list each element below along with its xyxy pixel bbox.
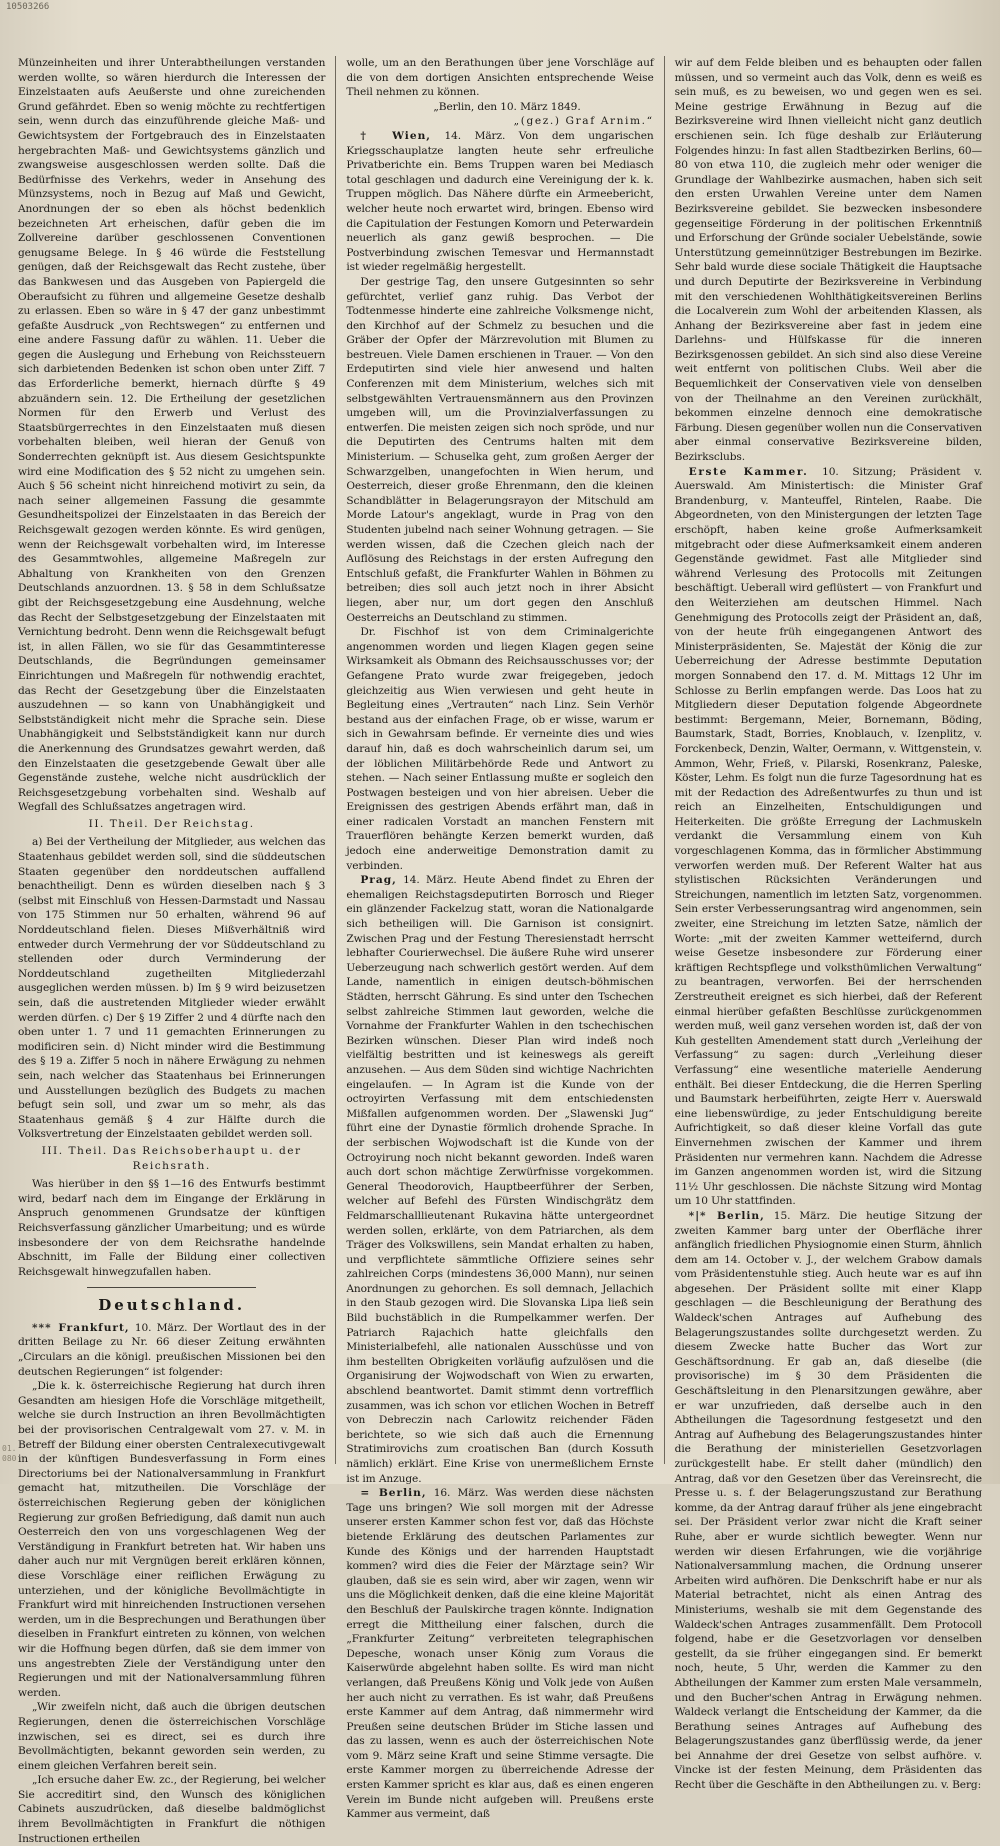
heading-erste-kammer: Erste Kammer. <box>688 465 809 478</box>
wien-text: 14. März. Von dem ungarischen Kriegsschauplatze langten heute sehr erfreuliche Privatberichte ein. Bems Truppen waren bei Mediasch total geschlagen und dadurch eine Vereinigung der k. k. Truppen möglich. Das Nähere dürfte ein Armeebericht, welcher heute noch erwartet wird, bringen. Ebenso wird die Capitulation der Festungen Komorn und Peterwardein neuerlich als ganz gewiß besprochen. — Die Postverbindung zwischen Temesvar und Hermannstadt ist wieder regelmäßig hergestellt. <box>346 129 654 274</box>
dateline-frankfurt: *** Frankfurt, <box>32 1321 130 1334</box>
dateline-prag: Prag, <box>360 874 397 887</box>
col1-subhead-reichstag: II. Theil. Der Reichstag. <box>88 817 255 830</box>
column-3 <box>664 56 992 1792</box>
berlin2-article <box>675 1209 982 1793</box>
margin-marks <box>2 1444 16 1464</box>
col1-paragraph-2: a) Bei der Vertheilung der Mitglieder, aus welchen das Staatenhaus gebildet werden soll, sind die süddeutschen Staaten gegenüber den norddeutschen auffallend benachtheiligt. Denn es würden dieselben nach § 3 (selbst mit Einschluß von Hessen-Darmstadt und Nassau von 175 Stimmen nur 50 erhalten, während 96 auf Norddeutschland fielen. Dieses Mißverhältniß wird entweder durch Vermehrung der vor Süddeutschland zu stellenden oder durch Verminderung der Norddeutschland zugetheilten Mitgliederzahl ausgeglichen werden müssen. b) Im § 9 wird beizusetzen sein, daß die austretenden Mitglieder wieder erwählt werden dürfen. c) Der § 19 Ziffer 2 und 4 dürfte nach den oben unter 1. 7 und 11 gemachten Erinnerungen zu modificiren sein. d) Nicht minder wird die Bestimmung des § 19 a. Ziffer 5 noch in nähere Erwägung zu nehmen sein, nach welcher das Staatenhaus bei Erinnerungen und Ausstellungen bezüglich des Budgets zu machen befugt sein soll, und zwar um so mehr, als das Staatenhaus gemäß § 4 zur Hälfte durch die Volksvertretung der Einzelstaaten gebildet werden soll. <box>18 836 326 1141</box>
letter-signature: „(gez.) Graf Arnim.“ <box>513 115 654 128</box>
frankfurt-quote-3: „Ich ersuche daher Ew. zc., der Regierung, bei welcher Sie accreditirt sind, den Wunsch des königlichen Cabinets auszudrücken, daß dieselbe baldmöglichst ihrem Bevollmächtigten in Frankfurt die nöthigen Instructionen ertheilen <box>18 1774 326 1845</box>
erste-kammer-text: 10. Sitzung; Präsident v. Auerswald. Am Ministertisch: die Minister Graf Brandenburg, v. Manteuffel, Rintelen, Raabe. Die Abgeordneten, von den Ministergungen der letzten Tage erschöpft, haben keine große Aufmerksamkeit mitgebracht oder diese Aufmerksamkeit einem anderen Gegenstände gewidmet. Fast alle Mitglieder sind während Verlesung des Protocolls mit Zeitungen beschäftigt. Ueberall wird geflüstert — von Frankfurt und den Weiterziehen am deutschen Himmel. Nach Genehmigung des Protocolls zeigt der Präsident an, daß, von der heute früh eingegangenen Antwort des Ministerpräsidenten, Se. Majestät der König die zur Ueberreichung der Adresse bestimmte Deputation morgen Sonnabend den 17. d. M. Mittags 12 Uhr im Schlosse zu Berlin empfangen werde. Das Loos hat zu Mitgliedern dieser Deputation folgende Abgeordnete bestimmt: Bergemann, Meier, Bornemann, Böding, Baumstark, Stadt, Borries, Knoblauch, v. Izenplitz, v. Forckenbeck, Denzin, Walter, Oermann, v. Wittgenstein, v. Ammon, Wehr, Frieß, v. Pilarski, Rosenkranz, Paleske, Köster, Lehm. Es folgt nun die furze Tagesordnung hat es mit der Redaction des Adreßentwurfes zu thun und ist reich an Einzelheiten, Entschuldigungen und Heiterkeiten. Die größte Erregung der Lachmuskeln verdankt die Versammlung einem von Kuh vorgeschlagenen Komma, das in förmlicher Abstimmung verworfen werden muß. Der Referent Walter hat aus stylistischen Rücksichten Veränderungen und Streichungen, namentlich im letzten Satz, vorgenommen. Sein erster Verbesserungsantrag wird angenommen, sein zweiter, eine Streichung im letzten Satze, nämlich der Worte: „mit der zweiten Kammer wetteifernd, durch weise Gesetze insbesondere zur Förderung einer kräftigen Rechtspflege und volksthümlichen Verwaltung“ zu beantragen, verworfen. Bei der herrschenden Zerstreutheit ereignet es sich hierbei, daß der Referent einmal hierüber gefaßten Beschlüsse zurückgenommen werden muß, weil ganz versehen worden ist, daß der von Kuh gestellten Amendement statt durch „Verleihung der Verfassung“ zu sagen: durch „Verleihung dieser Verfassung“ eine wesentliche materielle Aenderung enthält. Bei dieser Entdeckung, die die Herren Sperling und Baumstark herbeiführten, zeigte Herr v. Auerswald eine liebenswürdige, zu jeder Entschuldigung bereite Aufrichtigkeit, so daß dieser kleine Vorfall das gute Einvernehmen zwischen der Kammer und ihrem Präsidenten nur vermehren kann. Nachdem die Adresse im Ganzen angenommen worden ist, wird die Sitzung 11½ Uhr geschlossen. Die nächste Sitzung wird Montag um 10 Uhr stattfinden. <box>674 465 982 1208</box>
frankfurt-quote-1: „Die k. k. österreichische Regierung hat durch ihren Gesandten am hiesigen Hofe die Vorschläge mitgetheilt, welche sie durch Instruction an ihren Bevollmächtigten bei der provisorischen Centralgewalt vom 27. v. M. in Betreff der Bildung einer obersten Centralexecutivgewalt in der künftigen Bundesverfassung in Form eines Directoriums bei der Nationalversammlung in Frankfurt gemacht hat, mitzutheilen. Die Vorschläge der österreichischen Regierung geben der königlichen Regierung zur großen Befriedigung, daß damit nun auch Oesterreich den von uns vorgeschlagenen Weg der Verständigung in Frankfurt betreten hat. Wir haben uns daher auch nur mit Vergnügen bereit erklären können, diese Vorschläge einer reiflichen Erwägung zu unterziehen, und der königliche Bevollmächtigte in Frankfurt wird mit hinreichenden Instructionen versehen werden, um in die Besprechungen und Berathungen über dieselben in Frankfurt eintreten zu können, von welchen wir die Hoffnung begen dürfen, daß sie dem immer von uns angestrebten Ziele der Verständigung unter den Regierungen und mit der Nationalversammlung führen werden. <box>18 1380 326 1699</box>
divider <box>87 1287 256 1288</box>
margin-mark-1: 01. <box>2 1444 17 1453</box>
dateline-berlin: = Berlin, <box>360 1487 427 1500</box>
margin-mark-2: 080 <box>2 1454 17 1463</box>
berlin2-text: 15. März. Die heutige Sitzung der zweiten Kammer barg unter der Oberfläche ihrer anfänglich friedlichen Physiognomie einen Sturm, ähnlich dem am 14. October v. J., der welchem Grabow damals vom Präsidentenstuhle stieg. Auch heute war es auf ihn abgesehen. Der Präsident sollte mit einer Klapp geschlagen — die Beschleunigung der Berathung des Waldeck'schen Antrages auf Aufhebung des Belagerungszustandes sollte durchgesetzt werden. Zu diesem Zwecke hatte Bucher das Wort zur Geschäftsordnung. Er gab an, daß dieselbe (die provisorische) im § 30 dem Präsidenten die Geschäftsleitung in den Plenarsitzungen gewähre, aber er war unzufrieden, daß derselbe auch in den Abtheilungen die Tagesordnung festgesetzt und den Antrag auf Aufhebung des Belagerungszustandes hinter die Berathung der ministeriellen Gesetzvorlagen zurückgestellt habe. Er stellt daher (mündlich) den Antrag, daß vor den Gesetzen über das Vereinsrecht, die Presse u. s. f. der Belagerungszustand zur Berathung komme, da der Antrag darauf früher als jene eingebracht sei. Der Präsident verlor zwar nicht die Kraft seiner Ruhe, aber er wurde sichtlich bewegter. Wenn nur werden wir diesen Erfahrungen, wie die vorjährige Nationalversammlung machen, die Ordnung unserer Arbeiten wird aufhören. Die Denkschrift habe er nur als Material betrachtet, nicht als einen Antrag des Ministeriums, weshalb sie mit dem Gegenstande des Waldeck'schen Antrages zusammenfällt. Dem Protocoll folgend, habe er die Gesetzvorlagen vor denselben gestellt, da sie früher eingegangen sind. Er bemerkt noch, heute, 5 Uhr, werden die Kammer zu den Abtheilungen der Kammer zum ersten Male versammeln, und den Bucher'schen Antrag in Erwägung nehmen. Waldeck verlangt die Entscheidung der Kammer, da die Berathung seines Antrages auf Aufhebung des Belagerungszustandes ganz überflüssig werde, da jener bei Annahme der drei Gesetze von selbst aufhöre. v. Vincke ist der festen Meinung, dem Präsidenten das Recht über die Geschäfte in den Abtheilungen zu. v. Berg: <box>674 1209 982 1792</box>
col2-paragraph-3: Dr. Fischhof ist von dem Criminalgerichte angenommen worden und liegen Klagen gegen seine Wirksamkeit als Obmann des Reichsausschusses vor; der Gefangene Prato wurde zwar freigegeben, jedoch gleichzeitig aus Wien verwiesen und geht heute in Begleitung eines „Vertrauten“ nach Linz. Sein Verhör bestand aus der einfachen Frage, ob er wisse, warum er sich in Gewahrsam befinde. Er verneinte dies und wies darauf hin, daß es doch wahrscheinlich darum sei, um der löblichen Militärbehörde Rede und Antwort zu stehen. — Nach seiner Entlassung mußte er sogleich den Postwagen besteigen und von hier abreisen. Ueber die Ereignissen des gestrigen Abends erfährt man, daß in einer radicalen Vorstadt an manchen Fenstern mit Trauerflören behängte Kerzen bemerkt wurden, daß jedoch eine anderweitige Demonstration damit zu verbinden. <box>346 626 654 872</box>
col2-paragraph-1: wolle, um an den Berathungen über jene Vorschläge auf die von dem dortigen Ansichten entsprechende Weise Theil nehmen zu können. <box>346 57 654 99</box>
dateline-berlin-2: *|* Berlin, <box>688 1209 765 1222</box>
dateline-wien: † Wien, <box>360 129 431 142</box>
wien-article <box>346 129 653 275</box>
berlin-article <box>346 1486 653 1822</box>
column-1 <box>8 56 335 1845</box>
prag-text: 14. März. Heute Abend findet zu Ehren der ehemaligen Reichstagsdeputirten Borrosch und Rieger ein glänzender Fackelzug statt, woran die Nationalgarde sich betheiligen will. Die Garnison ist consignirt. Zwischen Prag und der Festung Theresienstadt herrscht lebhafter Courierwechsel. Die äußere Ruhe wird unserer Ueberzeugung nach schwerlich gestört werden. Auf dem Lande, namentlich in einigen deutsch-böhmischen Städten, herrscht Gährung. Es sind unter den Tschechen selbst zahlreiche Stimmen laut geworden, welche die Vornahme der Frankfurter Wahlen in den tschechischen Bezirken wünschen. Dieser Plan wird indeß noch vielfältig bestritten und ist keineswegs als gereift anzusehen. — Aus dem Süden sind wichtige Nachrichten eingelaufen. — In Agram ist die Kunde von der octroyirten Verfassung mit dem entschiedensten Mißfallen aufgenommen worden. Der „Slawenski Jug“ führt eine der Dynastie förmlich drohende Sprache. In der serbischen Wojwodschaft ist die Kunde von der Octroyirung noch nicht bekannt geworden. Indeß waren auch dort schon mächtige Zerwürfnisse vorgekommen. General Theodorovich, Hauptbeerführer der Serben, welcher auf Befehl des Fürsten Windischgrätz dem Feldmarschalllieutenant Rukavina hätte untergeordnet werden sollen, erklärte, von dem Patriarchen, als dem Träger des Volkswillens, sein Mandat erhalten zu haben, und verpflichtete sämmtliche Offiziere seines sehr zahlreichen Corps (mindestens 36,000 Mann), nur seinen Anordnungen zu gehorchen. Es soll demnach, Jellachich in den Staub gezogen wird. Die Slovanska Lipa ließ sein Bild buchstäblich in die Rumpelkammer werfen. Der Patriarch Rajachich hatte gleichfalls den Ministerialbefehl, alle nationalen Ausschüsse und von ihm bestellten Obrigkeiten vorläufig aufzulösen und die Organisirung der Wojwodschaft von Wien zu erwarten, abschlend beantwortet. Damit stimmt denn vortrefflich zusammen, was ich schon vor etlichen Wochen in Betreff von Debreczin nach Carlowitz reichender Fäden berichtete, so wie sich daß auch die Ernennung Stratimirovichs zum croatischen Ban (durch Kossuth nämlich) erklärt. Eine Krise von unermeßlichem Ernste ist im Anzuge. <box>346 874 654 1485</box>
col1-paragraph-3: Was hierüber in den §§ 1—16 des Entwurfs bestimmt wird, bedarf nach dem im Eingange der Erklärung in Anspruch genommenen Grundsatze der künftigen Reichsverfassung gänzlicher Umarbeitung; und es würde insbesondere der von dem Reichsrathe handelnde Abschnitt, im Falle der Bildung einer collectiven Reichsgewalt hinwegzufallen haben. <box>18 1178 326 1278</box>
berlin-text: 16. März. Was werden diese nächsten Tage uns bringen? Wie soll morgen mit der Adresse unserer ersten Kammer schon fest vor, daß das Höchste bietende Erklärung des deutschen Parlamentes zur Kunde des Königs und der harrenden Hauptstadt kommen? wird dies die Feier der Märztage sein? Wir glauben, daß sie es sein wird, aber wir zagen, wenn wir uns die Möglichkeit denken, daß die eine kleine Majorität den Beschluß der Paulskirche tragen könnte. Indignation erregt die Mittheilung einer falschen, durch die „Frankfurter Zeitung“ verbreiteten telegraphischen Depesche, wonach unser König zum Voraus die Kaiserwürde abgelehnt haben sollte. Es wird man nicht verlangen, daß Preußens König und Volk jede von Außen her auch nicht zu verrathen. Es ist wahr, daß Preußens erste Kammer auf dem Antrag, daß nimmermehr wird Preußen seine deutschen Brüder im Stiche lassen und das zu lassen, wenn es auch der österreichischen Note vom 9. März seine Kraft und seine Stimme versagte. Die erste Kammer morgen zu überreichende Adresse der ersten Kammer spricht es klar aus, daß es einen engeren Verein im Bunde nicht aufgeben will. Preußens erste Kammer aus vermeint, daß <box>346 1487 654 1821</box>
frankfurt-lead: 10. März. Der Wortlaut des in der dritten Beilage zu Nr. 66 dieser Zeitung erwähnten „Circulars an die königl. preußischen Missionen bei den deutschen Regierungen“ ist folgender: <box>18 1321 326 1378</box>
col2-paragraph-2: Der gestrige Tag, den unsere Gutgesinnten so sehr gefürchtet, verlief ganz ruhig. Das Verbot der Todtenmesse hinderte eine zahlreiche Volksmenge nicht, den Kirchhof auf der Schmelz zu besuchen und die Gräber der Opfer der Märzrevolution mit Blumen zu bestreuen. Viele Damen erschienen in Trauer. — Von den Erdeputirten sind viele hier anwesend und halten Conferenzen mit dem Ministerium, welches sich mit selbstgewählten Vertrauensmännern aus den Provinzen umgeben will, um die Provinzialverfassungen zu entwerfen. Die meisten zeigen sich noch spröde, und nur die Deputirten des Centrums halten mit dem Ministerium. — Schuselka geht, zum großen Aerger der Schwarzgelben, unangefochten in Wien herum, und Oesterreich, dieser große Ehrenmann, den die kleinen Schandblätter in Belagerungsrayon der Mitschuld am Morde Latour's angeklagt, wurde in Prag von den Studenten jubelnd nach seiner Wohnung getragen. — Sie werden wissen, daß die Czechen gleich nach der Auflösung des Reichstags in der ersten Aufregung den Entschluß gefaßt, die Frankfurter Wahlen in Böhmen zu betreiben; dies soll auch jetzt noch in ihrer Absicht liegen, aber nur, um dort gegen den Anschluß Oesterreichs an Deutschland zu stimmen. <box>346 275 654 624</box>
frankfurt-quote-2: „Wir zweifeln nicht, daß auch die übrigen deutschen Regierungen, denen die österreichischen Vorschläge inzwischen, sei es direct, sei es durch ihre Bevollmächtigten, bekannt geworden sein werden, zu einem gleichen Verfahren bereit sein. <box>18 1701 326 1772</box>
section-title-deutschland: Deutschland. <box>98 1296 246 1315</box>
archive-id: 10503266 <box>6 2 50 12</box>
prag-article <box>346 873 653 1486</box>
frankfurt-article <box>18 1321 325 1379</box>
col1-paragraph-1: Münzeinheiten und ihrer Unterabtheilungen verstanden werden wollte, so wären hierdurch die Interessen der Einzelstaaten aufs Aeußerste und ohne zureichenden Grund gefährdet. Eben so wenig möchte zu rechtfertigen sein, wenn durch das einzuführende gleiche Maß- und Gewichtsystem der Fortgebrauch des in Einzelstaaten hergebrachten Maß- und Gewichtsystems gänzlich und zwangsweise ausgeschlossen werden sollte. Daß die Bedürfnisse des Verkehrs, weder in Ansehung des Münzsystems, noch in Bezug auf Maß und Gewicht, Anordnungen der so eben als höchst bedenklich bezeichneten Art erheischen, dafür geben die im Zollvereine darüber geschlossenen Conventionen genugsame Belege. In § 46 würde die Feststellung genügen, daß der Reichsgewalt das Recht zustehe, über das Bankwesen und das Ausgeben von Papiergeld die Oberaufsicht zu führen und allgemeine Gesetze deshalb zu erlassen. Eben so wäre in § 47 der ganz unbestimmt gefaßte Ausdruck „von Rechtswegen“ zu entfernen und eine andere Fassung dafür zu wählen. 11. Ueber die gegen die Auslegung und Erhebung von Reichssteuern sich darbietenden Bedenken ist schon oben unter Ziff. 7 das Erforderliche bemerkt, hiernach dürfte § 49 abzuändern sein. 12. Die Ertheilung der gesetzlichen Normen für den Erwerb und Verlust des Staatsbürgerrechtes in den Einzelstaaten muß diesen vorbehalten bleiben, weil hieran der Genuß von Sonderrechten geknüpft ist. Aus diesem Gesichtspunkte wird eine Modification des § 52 nicht zu umgehen sein. Auch § 56 scheint nicht hinreichend motivirt zu sein, da nach seiner allgemeinen Fassung die gesammte Gesundheitspolizei der Einzelstaaten in das Bereich der Reichsgewalt gezogen werden könnte. Es wird genügen, wenn der Reichsgewalt vorbehalten wird, im Interesse des Gesammtwohles, allgemeine Maßregeln zur Abhaltung von Krankheiten von den Grenzen Deutschlands anzuordnen. 13. § 58 in dem Schlußsatze gibt der Reichsgesetzgebung eine Ausdehnung, welche das Recht der Selbstgesetzgebung der Einzelstaaten mit Vernichtung bedroht. Denn wenn die Reichsgewalt befugt ist, in allen Fällen, wo sie für das Gesammtinteresse Deutschlands, die Begründungen gemeinsamer Einrichtungen und Maßregeln für nothwendig erachtet, das Recht der Gesetzgebung über die Einzelstaaten auszudehnen — so kann von Unabhängigkeit und Selbstständigkeit nicht mehr die Sprache sein. Diese Unabhängigkeit und Selbstständigkeit kann nur durch die Anerkennung des Grundsatzes gewahrt werden, daß den Einzelstaaten die gesetzgebende Gewalt über alle Gegenstände zustehe, welche nicht ausdrücklich der Reichsgesetzgebung vorbehalten sind. Weshalb auf Wegfall des Schlußsatzes angetragen wird. <box>18 57 326 814</box>
letter-dateline: „Berlin, den 10. März 1849. <box>433 100 581 113</box>
column-2 <box>335 56 663 1821</box>
columns <box>8 56 992 1845</box>
erste-kammer-article <box>675 465 982 1209</box>
col1-subhead-reichsoberhaupt: III. Theil. Das Reichsoberhaupt u. der Reichsrath. <box>41 1144 302 1172</box>
col3-paragraph-1: wir auf dem Felde bleiben und es behaupten oder fallen müssen, und so vermeint auch das Volk, denn es weiß es sein muß, es zu beweisen, wo und gegen wen es sei. Meine gestrige Erwähnung in Bezug auf die Bezirksvereine wird Ihnen vielleicht nicht ganz deutlich erschienen sein. Ich füge deshalb zur Erläuterung Folgendes hinzu: In fast allen Stadtbezirken Berlins, 60—80 von etwa 110, die zugleich mehr oder weniger die Grundlage der Wahlbezirke ausmachen, haben sich seit den ersten Urwahlen Vereine unter dem Namen Bezirksvereine gebildet. Sie bezwecken insbesondere gegenseitige Förderung in der politischen Erkenntniß und Erforschung der Gründe socialer Uebelstände, sowie Unterstützung gemeinnütziger Bestrebungen im Bezirke. Sehr bald wurde diese sociale Thätigkeit die Hauptsache und durch Deputirte der Bezirksvereine in Verbindung mit den verschiedenen Wohlthätigkeitsvereinen Berlins die Localverein zum Wohl der arbeitenden Klassen, als Anhang der Bezirksvereine aber fast in jedem eine Darlehns- und Hülfskasse für die inneren Bezirksgenossen gebildet. An sich sind also diese Vereine weit entfernt von politischen Clubs. Weil aber die Bequemlichkeit der Conservativen viele von denselben von der Theilnahme an den Vereinen zurückhält, bekommen einzelne dennoch eine demokratische Färbung. Diesen gegenüber wollen nun die Conservativen aber einmal conservative Bezirksvereine bilden, Bezirksclubs. <box>674 57 982 464</box>
